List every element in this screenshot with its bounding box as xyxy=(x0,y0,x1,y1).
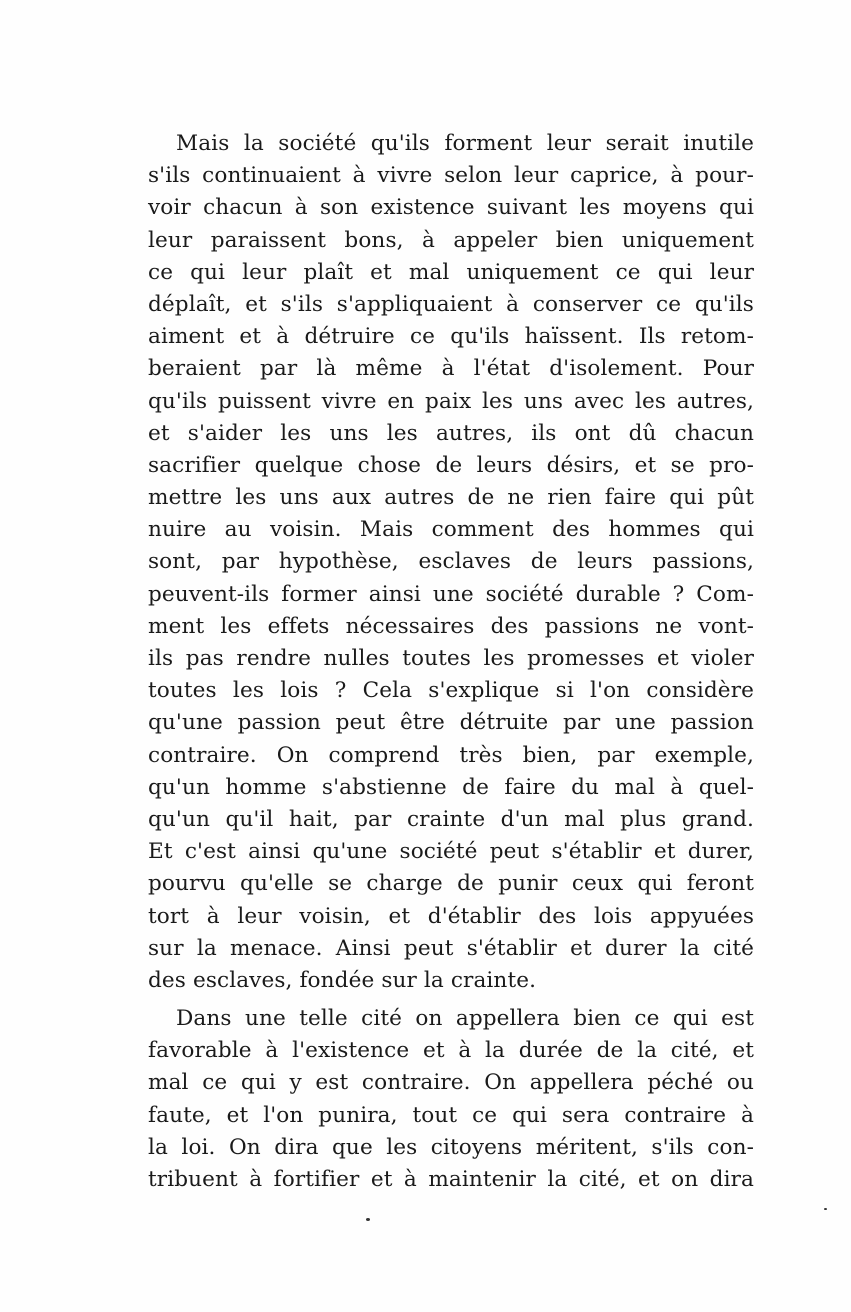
text-line: contraire. On comprend très bien, par exemple, xyxy=(148,742,754,768)
text-line: mal ce qui y est contraire. On appellera péché ou xyxy=(148,1070,754,1096)
text-line: pourvu qu'elle se charge de punir ceux qui feront xyxy=(148,871,754,897)
text-line: tribuent à fortifier et à maintenir la cité, et on dira xyxy=(148,1167,754,1192)
text-line: aiment et à détruire ce qu'ils haïssent. Ils retom- xyxy=(148,324,754,350)
text-line: ment les effets nécessaires des passions ne vont- xyxy=(148,613,754,639)
text-line: déplaît, et s'ils s'appliquaient à conserver ce qu'ils xyxy=(148,291,754,317)
text-line: Dans une telle cité on appellera bien ce qui est xyxy=(176,1006,754,1032)
text-line: des esclaves, fondée sur la crainte. xyxy=(148,967,537,993)
text-line: sur la menace. Ainsi peut s'établir et durer la cité xyxy=(148,935,754,961)
text-line: la loi. On dira que les citoyens méritent, s'ils con- xyxy=(148,1134,754,1160)
text-line: favorable à l'existence et à la durée de la cité, et xyxy=(148,1038,754,1064)
text-line: nuire au voisin. Mais comment des hommes qui xyxy=(148,517,754,543)
body-text xyxy=(148,128,754,1196)
text-line: toutes les lois ? Cela s'explique si l'on considère xyxy=(148,678,754,704)
text-line: sacrifier quelque chose de leurs désirs, et se pro- xyxy=(148,452,754,478)
text-line: Mais la société qu'ils forment leur serait inutile xyxy=(176,131,754,156)
paragraph-1 xyxy=(148,128,754,997)
paragraph-2 xyxy=(148,1003,754,1196)
text-line: et s'aider les uns les autres, ils ont dû chacun xyxy=(148,420,754,446)
text-line: tort à leur voisin, et d'établir des lois appyuées xyxy=(148,903,754,929)
text-line: qu'ils puissent vivre en paix les uns avec les autres, xyxy=(148,388,754,414)
text-line: leur paraissent bons, à appeler bien uniquement xyxy=(148,227,754,253)
text-line: faute, et l'on punira, tout ce qui sera contraire à xyxy=(148,1102,754,1128)
scan-speck xyxy=(824,1208,827,1210)
scan-speck xyxy=(366,1218,370,1221)
text-line: ce qui leur plaît et mal uniquement ce qui leur xyxy=(148,259,754,285)
text-line: ils pas rendre nulles toutes les promesses et violer xyxy=(148,646,754,671)
text-line: qu'un homme s'abstienne de faire du mal à quel- xyxy=(148,774,754,800)
text-line: qu'un qu'il hait, par crainte d'un mal plus grand. xyxy=(148,806,754,832)
text-line: Et c'est ainsi qu'une société peut s'établir et durer, xyxy=(148,839,754,865)
text-line: mettre les uns aux autres de ne rien faire qui pût xyxy=(148,485,754,511)
text-line: peuvent-ils former ainsi une société durable ? Com- xyxy=(148,581,754,607)
text-line: beraient par là même à l'état d'isolement. Pour xyxy=(148,356,754,382)
text-line: s'ils continuaient à vivre selon leur caprice, à pour- xyxy=(148,163,754,189)
text-line: voir chacun à son existence suivant les moyens qui xyxy=(148,195,754,221)
text-line: qu'une passion peut être détruite par une passion xyxy=(148,710,754,736)
text-line: sont, par hypothèse, esclaves de leurs passions, xyxy=(148,549,754,575)
